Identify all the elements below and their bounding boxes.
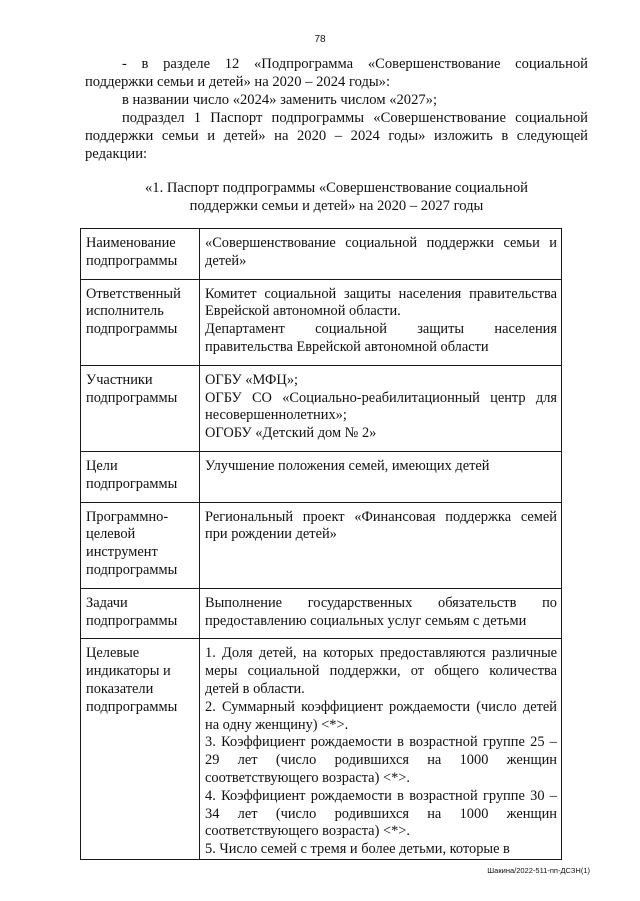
row-label: Цели подпрограммы [81,451,200,502]
document-footer-code: Шакина/2022-511-пп-ДСЗН(1) [487,866,590,875]
table-row [81,639,562,860]
content-line: Улучшение положения семей, имеющих детей [205,457,490,474]
row-content [200,229,562,280]
content-line: Департамент социальной защиты населения правительства Еврейской автономной области [205,321,557,355]
content-line: «Совершенствование социальной поддержки семьи и детей» [205,235,557,269]
intro-text [85,55,588,163]
content-line: 3. Коэффициент рождаемости в возрастной группе 25 – 29 лет (число родившихся на 1000 женщин соответствующего возраста) <*>. [205,734,557,786]
content-line: Выполнение государственных обязательств по предоставлению социальных услуг семьям с детьми [205,594,557,629]
content-line: ОГОБУ «Детский дом № 2» [205,425,377,442]
content-line: Комитет социальной защиты населения правительства Еврейской автономной области. [205,285,557,320]
content-line: 4. Коэффициент рождаемости в возрастной группе 30 – 34 лет (число родившихся на 1000 женщин соответствующего возраста) <*>. [205,787,557,840]
row-label: Целевые индикаторы и показатели подпрограммы [81,639,200,860]
row-content [200,451,562,502]
passport-table [80,228,562,860]
content-line: 1. Доля детей, на которых предоставляются различные меры социальной поддержки, от общего количества детей в области. [205,645,557,697]
row-label: Задачи подпрограммы [81,588,200,639]
table-row [81,279,562,365]
row-label: Программно-целевой инструмент подпрограммы [81,502,200,588]
content-line: 5. Число семей с тремя и более детьми, которые в [205,841,510,858]
table-row [81,588,562,639]
content-line: 2. Суммарный коэффициент рождаемости (число детей на одну женщину) <*>. [205,698,557,733]
content-line: ОГБУ «МФЦ»; [205,371,299,388]
intro-line-1: - в разделе 12 «Подпрограмма «Совершенствование социальной поддержки семьи и детей» на 2020 – 2024 годы»: [85,56,588,90]
row-content [200,279,562,365]
table-row [81,451,562,502]
content-line: Региональный проект «Финансовая поддержка семей при рождении детей» [205,508,557,543]
passport-heading [85,179,588,215]
table-row [81,502,562,588]
row-label: Участники подпрограммы [81,365,200,451]
row-content [200,588,562,639]
content-line: ОГБУ СО «Социально-реабилитационный центр для несовершеннолетних»; [205,389,557,424]
row-content [200,502,562,588]
heading-line-1: «1. Паспорт подпрограммы «Совершенствование социальной [145,180,528,196]
row-content [200,639,562,860]
intro-line-3: подраздел 1 Паспорт подпрограммы «Совершенствование социальной поддержки семьи и детей» на 2020 – 2024 годы» изложить в следующей редакции: [85,110,588,162]
page-number: 78 [314,34,326,45]
table-row [81,365,562,451]
row-label: Наименование подпрограммы [81,229,200,280]
row-label: Ответственный исполнитель подпрограммы [81,279,200,365]
intro-line-2: в названии число «2024» заменить числом «2027»; [122,92,438,108]
row-content [200,365,562,451]
table-row [81,229,562,280]
heading-line-2: поддержки семьи и детей» на 2020 – 2027 годы [189,198,484,214]
